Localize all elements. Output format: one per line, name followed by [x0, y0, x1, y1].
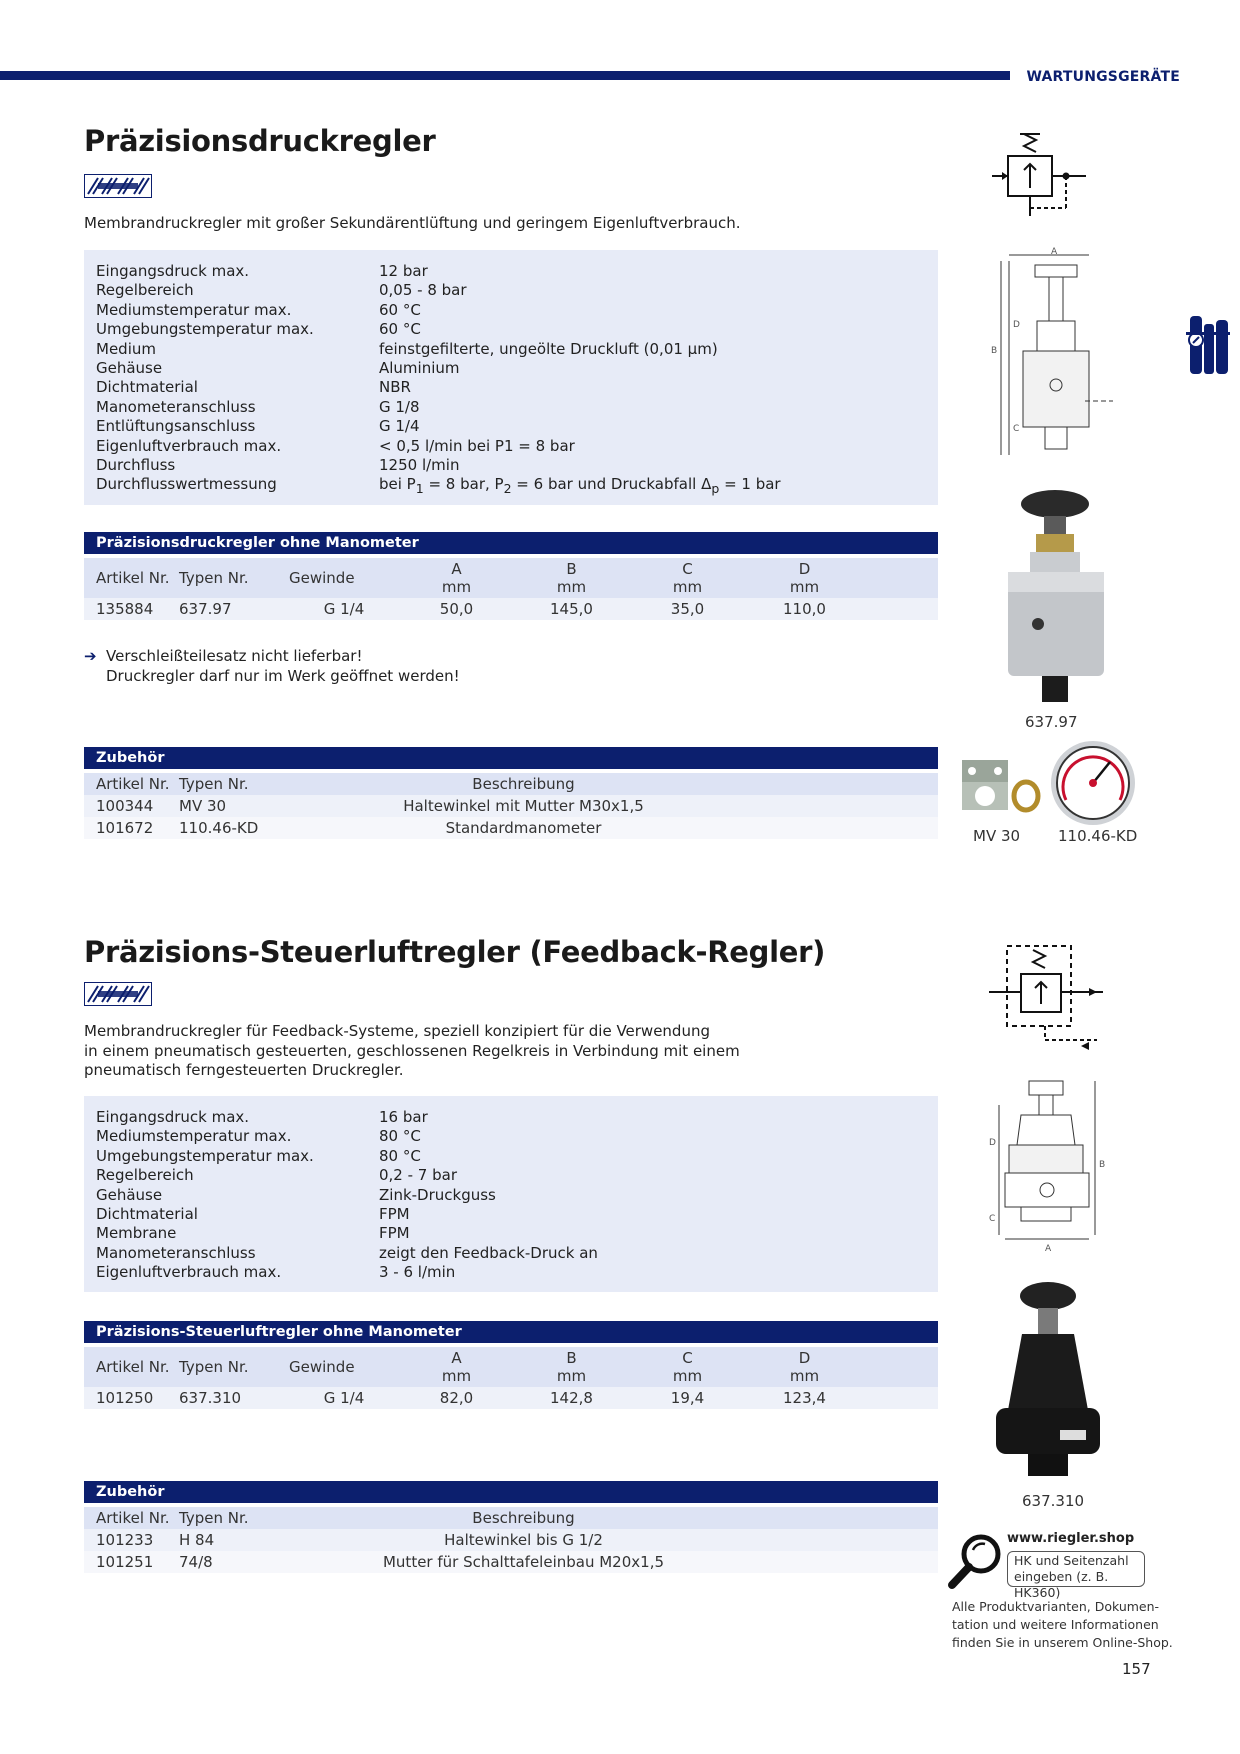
iso-badge-icon: [84, 982, 152, 1006]
table-header-row: Artikel Nr. Typen Nr. Gewinde A mm B mm C mm D mm: [84, 558, 938, 598]
product2-accessories-title: Zubehör: [84, 1481, 938, 1503]
table-row: 101233 H 84 Haltewinkel bis G 1/2: [84, 1529, 938, 1551]
product1-dimension-table: [84, 558, 938, 620]
spec-value: 12 bar: [379, 262, 428, 280]
spec-row: [96, 1166, 598, 1185]
spec-row: [96, 1186, 598, 1205]
spec-key: Medium: [96, 339, 156, 358]
svg-text:C: C: [1013, 424, 1020, 434]
spec-row: [96, 475, 781, 498]
spec-key: Manometeranschluss: [96, 1243, 256, 1262]
spec-row: [96, 1108, 598, 1127]
spec-row: [96, 340, 781, 359]
accessory-caption-2: 110.46-KD: [1058, 827, 1138, 845]
product2-title: Präzisions-Steuerluftregler (Feedback-Regler): [84, 935, 826, 969]
spec-key: Gehäuse: [96, 1185, 163, 1204]
maintenance-units-icon: [1186, 310, 1230, 382]
spec-value: 0,2 - 7 bar: [379, 1166, 457, 1185]
spec-key: Membrane: [96, 1224, 177, 1243]
product1-photo: [1000, 488, 1110, 710]
page-number: 157: [1122, 1660, 1151, 1678]
product2-description: Membrandruckregler für Feedback-Systeme, speziell konzipiert für die Verwendung in einem pneumatisch gesteuerten, geschlossenen Regelkreis in Verbindung mit einem pneumatisch ferngesteuerten Druckregler.: [84, 1022, 740, 1079]
product1-spec-panel: [84, 250, 938, 505]
product1-title: Präzisionsdruckregler: [84, 124, 436, 158]
product1-notes: ➔ Verschleißteilesatz nicht lieferbar! Druckregler darf nur im Werk geöffnet werden!: [84, 647, 460, 685]
spec-row: [96, 262, 781, 281]
spec-value: NBR: [379, 378, 411, 397]
spec-row: [96, 437, 781, 456]
spec-key: Durchflusswertmessung: [96, 475, 277, 494]
spec-key: Durchfluss: [96, 456, 176, 475]
spec-value: 1250 l/min: [379, 456, 460, 475]
spec-row: [96, 417, 781, 436]
product2-dimension-drawing: [985, 1075, 1115, 1255]
spec-row: [96, 1205, 598, 1224]
spec-key: Dichtmaterial: [96, 1205, 198, 1224]
spec-row: [96, 320, 781, 339]
product2-accessories-table: [84, 1507, 938, 1573]
spec-key: Eingangsdruck max.: [96, 1108, 250, 1126]
spec-row: [96, 1263, 598, 1282]
spec-key: Mediumstemperatur max.: [96, 300, 292, 319]
shop-info-text: Alle Produktvarianten, Dokumen- tation und weitere Informationen finden Sie in unserem Online-Shop.: [952, 1599, 1173, 1650]
spec-row: [96, 456, 781, 475]
spec-key: Entlüftungsanschluss: [96, 417, 256, 436]
iso-badge-icon: [84, 174, 152, 198]
spec-value: 3 - 6 l/min: [379, 1263, 456, 1282]
svg-text:D: D: [1013, 320, 1020, 330]
product2-dimension-table: [84, 1347, 938, 1409]
table-row: 101251 74/8 Mutter für Schalttafeleinbau M20x1,5: [84, 1551, 938, 1573]
svg-text:A: A: [1051, 247, 1058, 257]
product1-dimension-drawing: [985, 245, 1115, 463]
table-header-row: Artikel Nr. Typen Nr. Beschreibung: [84, 773, 938, 795]
spec-key: Eingangsdruck max.: [96, 262, 250, 280]
product1-photo-caption: 637.97: [1025, 713, 1078, 731]
spec-row: [96, 378, 781, 397]
spec-row: [96, 398, 781, 417]
spec-key: Umgebungstemperatur max.: [96, 1146, 314, 1165]
spec-key: Regelbereich: [96, 1166, 194, 1185]
spec-value: 60 °C: [379, 320, 421, 339]
feedback-regulator-symbol-icon: [985, 938, 1105, 1050]
spec-key: Eigenluftverbrauch max.: [96, 1263, 282, 1282]
spec-key: Manometeranschluss: [96, 397, 256, 416]
spec-row: [96, 301, 781, 320]
svg-text:B: B: [991, 346, 998, 356]
svg-text:B: B: [1099, 1160, 1106, 1170]
spec-value: zeigt den Feedback-Druck an: [379, 1243, 598, 1262]
product1-table-title: Präzisionsdruckregler ohne Manometer: [84, 532, 938, 554]
product2-photo: [988, 1280, 1106, 1490]
svg-text:C: C: [989, 1214, 996, 1224]
product2-table-title: Präzisions-Steuerluftregler ohne Manometer: [84, 1321, 938, 1343]
spec-value: < 0,5 l/min bei P1 = 8 bar: [379, 436, 575, 455]
spec-value: G 1/4: [379, 417, 420, 436]
spec-row: [96, 281, 781, 300]
spec-row: [96, 1224, 598, 1243]
spec-key: Gehäuse: [96, 359, 163, 378]
spec-value: 16 bar: [379, 1108, 428, 1126]
manometer-photo: [1048, 740, 1138, 826]
table-row: 101250 637.310 G 1/4 82,0 142,8 19,4 123,4: [84, 1387, 938, 1409]
table-header-row: Artikel Nr. Typen Nr. Beschreibung: [84, 1507, 938, 1529]
spec-key: Eigenluftverbrauch max.: [96, 436, 282, 455]
accessory-caption-1: MV 30: [973, 827, 1021, 845]
spec-row: [96, 1244, 598, 1263]
spec-key: Umgebungstemperatur max.: [96, 320, 314, 339]
spec-key: Dichtmaterial: [96, 378, 198, 397]
spec-value: 0,05 - 8 bar: [379, 281, 467, 300]
spec-row: [96, 1147, 598, 1166]
arrow-right-icon: ➔: [84, 647, 97, 665]
regulator-symbol-icon: [990, 128, 1090, 218]
spec-value: feinstgefilterte, ungeölte Druckluft (0,01 µm): [379, 339, 718, 358]
spec-key: Mediumstemperatur max.: [96, 1127, 292, 1146]
table-row: 100344 MV 30 Haltewinkel mit Mutter M30x1,5: [84, 795, 938, 817]
product1-accessories-title: Zubehör: [84, 747, 938, 769]
spec-value: Aluminium: [379, 359, 460, 378]
spec-value: 60 °C: [379, 300, 421, 319]
table-row: 135884 637.97 G 1/4 50,0 145,0 35,0 110,0: [84, 598, 938, 620]
svg-text:A: A: [1045, 1244, 1052, 1254]
shop-hint-box: HK und Seitenzahl eingeben (z. B. HK360): [1007, 1551, 1145, 1587]
shop-url-link[interactable]: www.riegler.shop: [1007, 1531, 1135, 1546]
section-tag: WARTUNGSGERÄTE: [1026, 69, 1180, 85]
spec-row: [96, 1127, 598, 1146]
spec-row: [96, 359, 781, 378]
product2-photo-caption: 637.310: [1022, 1492, 1085, 1510]
product2-spec-table: [96, 1108, 598, 1283]
spec-value: G 1/8: [379, 397, 420, 416]
spec-value: 80 °C: [379, 1127, 421, 1146]
spec-value: Zink-Druckguss: [379, 1185, 496, 1204]
magnifier-icon: [945, 1532, 1005, 1592]
spec-value: FPM: [379, 1224, 410, 1243]
spec-value: bei $P_1 = 8$ bar, $P_2 = 6$ bar und Druckabfall $\Delta_p = 1$ bar: [379, 475, 781, 497]
bracket-photo: [958, 756, 1042, 816]
product1-spec-table: [96, 262, 781, 499]
table-header-row: Artikel Nr. Typen Nr. Gewinde A mm B mm C mm D mm: [84, 1347, 938, 1387]
table-row: 101672 110.46-KD Standardmanometer: [84, 817, 938, 839]
spec-key: Regelbereich: [96, 281, 194, 300]
product1-accessories-table: [84, 773, 938, 839]
svg-text:D: D: [989, 1138, 996, 1148]
spec-value: FPM: [379, 1205, 410, 1224]
header-bar: [0, 71, 1010, 80]
spec-value: 80 °C: [379, 1146, 421, 1165]
product1-description: Membrandruckregler mit großer Sekundärentlüftung und geringem Eigenluftverbrauch.: [84, 214, 741, 232]
product2-spec-panel: [84, 1096, 938, 1292]
